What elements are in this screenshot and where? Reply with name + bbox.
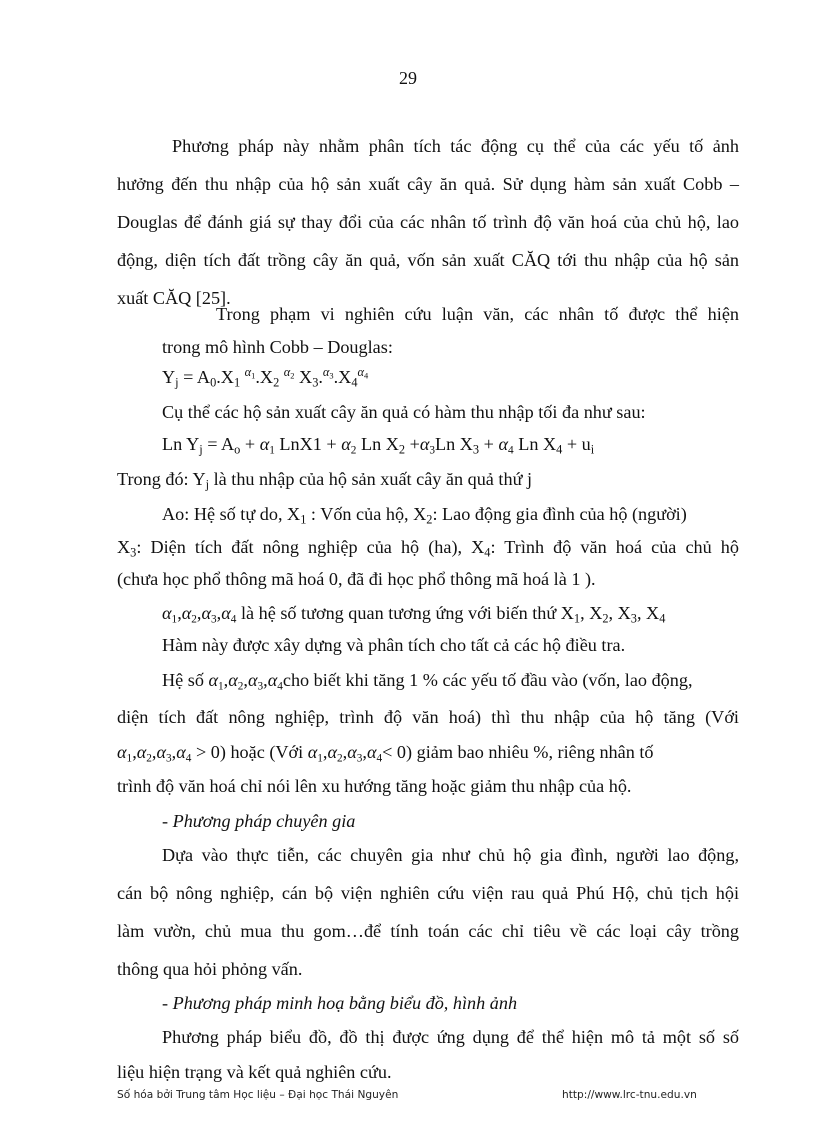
- text-line: Hệ số $\alpha_1,\alpha_2,\alpha_3,\alpha_4cho$ biết khi tăng 1 % các yếu tố đầu vào (vốn, lao động,: [162, 670, 693, 693]
- text-line: hưởng đến thu nhập của hộ sản xuất cây ăn quả. Sử dụng hàm sản xuất Cobb –: [117, 174, 739, 194]
- text-line: Cụ thể các hộ sản xuất cây ăn quả có hàm thu nhập tối đa như sau:: [162, 402, 646, 422]
- text-line: động, diện tích đất trồng cây ăn quả, vốn sản xuất CĂQ tới thu nhập của hộ sản: [117, 250, 739, 270]
- text-line: làm vườn, chủ mua thu gom…để tính toán các chỉ tiêu về các loại cây trồng: [117, 921, 739, 941]
- text-line: Hàm này được xây dựng và phân tích cho tất cả các hộ điều tra.: [162, 635, 626, 655]
- text-line: $\alpha_1,\alpha_2,\alpha_3,\alpha_4$ là hệ số tương quan tương ứng với biến thứ $X_1$, $X_2$, $X_3$, $X_4$: [162, 603, 666, 626]
- page-number: 29: [399, 68, 417, 88]
- text-line: $X_3$: Diện tích đất nông nghiệp của hộ (ha), $X_4$: Trình độ văn hoá của chủ hộ: [117, 537, 739, 560]
- cobb-douglas-formula: $Y_j = A_0.X_1$ $^{\alpha_1}.X_2$ $^{\alpha_2}$ $X_3.^{\alpha_3}.X_4^{\alpha_4}$: [162, 365, 369, 390]
- text-line: xuất CĂQ [25].: [117, 288, 231, 308]
- text-line: $\alpha_1,\alpha_2,\alpha_3,\alpha_4 > 0$) hoặc (Với $\alpha_1,\alpha_2,\alpha_3,\alpha_4< 0$) giảm bao nhiêu %, riêng nhân tố: [117, 742, 654, 765]
- text-line: trình độ văn hoá chỉ nói lên xu hướng tăng hoặc giảm thu nhập của hộ.: [117, 776, 632, 796]
- text-line: liệu hiện trạng và kết quả nghiên cứu.: [117, 1062, 392, 1082]
- text-line: diện tích đất nông nghiệp, trình độ văn hoá) thì thu nhập của hộ tăng (Với: [117, 707, 739, 727]
- text-line: Phương pháp này nhằm phân tích tác động cụ thể của các yếu tố ảnh: [172, 136, 739, 156]
- text-line: trong mô hình Cobb – Douglas:: [162, 337, 393, 357]
- text-line: Dựa vào thực tiễn, các chuyên gia như chủ hộ gia đình, người lao động,: [162, 845, 739, 865]
- text-line: (chưa học phổ thông mã hoá 0, đã đi học phổ thông mã hoá là 1 ).: [117, 569, 596, 589]
- text-line: Trong đó: $Y_j$ là thu nhập của hộ sản xuất cây ăn quả thứ j: [117, 469, 533, 492]
- footer-source: Số hóa bởi Trung tâm Học liệu – Đại học Thái Nguyên: [117, 1089, 399, 1101]
- text-line: Douglas để đánh giá sự thay đổi của các nhân tố trình độ văn hoá của chủ hộ, lao: [117, 212, 739, 232]
- log-income-formula: Ln $Y_j = A_o + \alpha_1$ $LnX1 + \alpha_2$ Ln $X_2 +\alpha_3Ln$ $X_3 + \alpha_4$ Ln $X_4 + u_i$: [162, 434, 595, 457]
- text-line: cán bộ nông nghiệp, cán bộ viện nghiên cứu viện rau quả Phú Hộ, chủ tịch hội: [117, 883, 739, 903]
- text-line: Ao: Hệ số tự do, $X_1$ : Vốn của hộ, $X_2$: Lao động gia đình của hộ (người): [162, 504, 687, 527]
- footer-url-link[interactable]: http://www.lrc-tnu.edu.vn: [562, 1089, 697, 1101]
- text-line: thông qua hỏi phỏng vấn.: [117, 959, 303, 979]
- text-line: Phương pháp biểu đồ, đồ thị được ứng dụng để thể hiện mô tả một số số: [162, 1027, 739, 1047]
- section-heading-expert-method: - Phương pháp chuyên gia: [162, 811, 356, 831]
- section-heading-chart-method: - Phương pháp minh hoạ bằng biểu đồ, hình ảnh: [162, 993, 518, 1013]
- text-line: Trong phạm vi nghiên cứu luận văn, các nhân tố được thể hiện: [216, 304, 739, 324]
